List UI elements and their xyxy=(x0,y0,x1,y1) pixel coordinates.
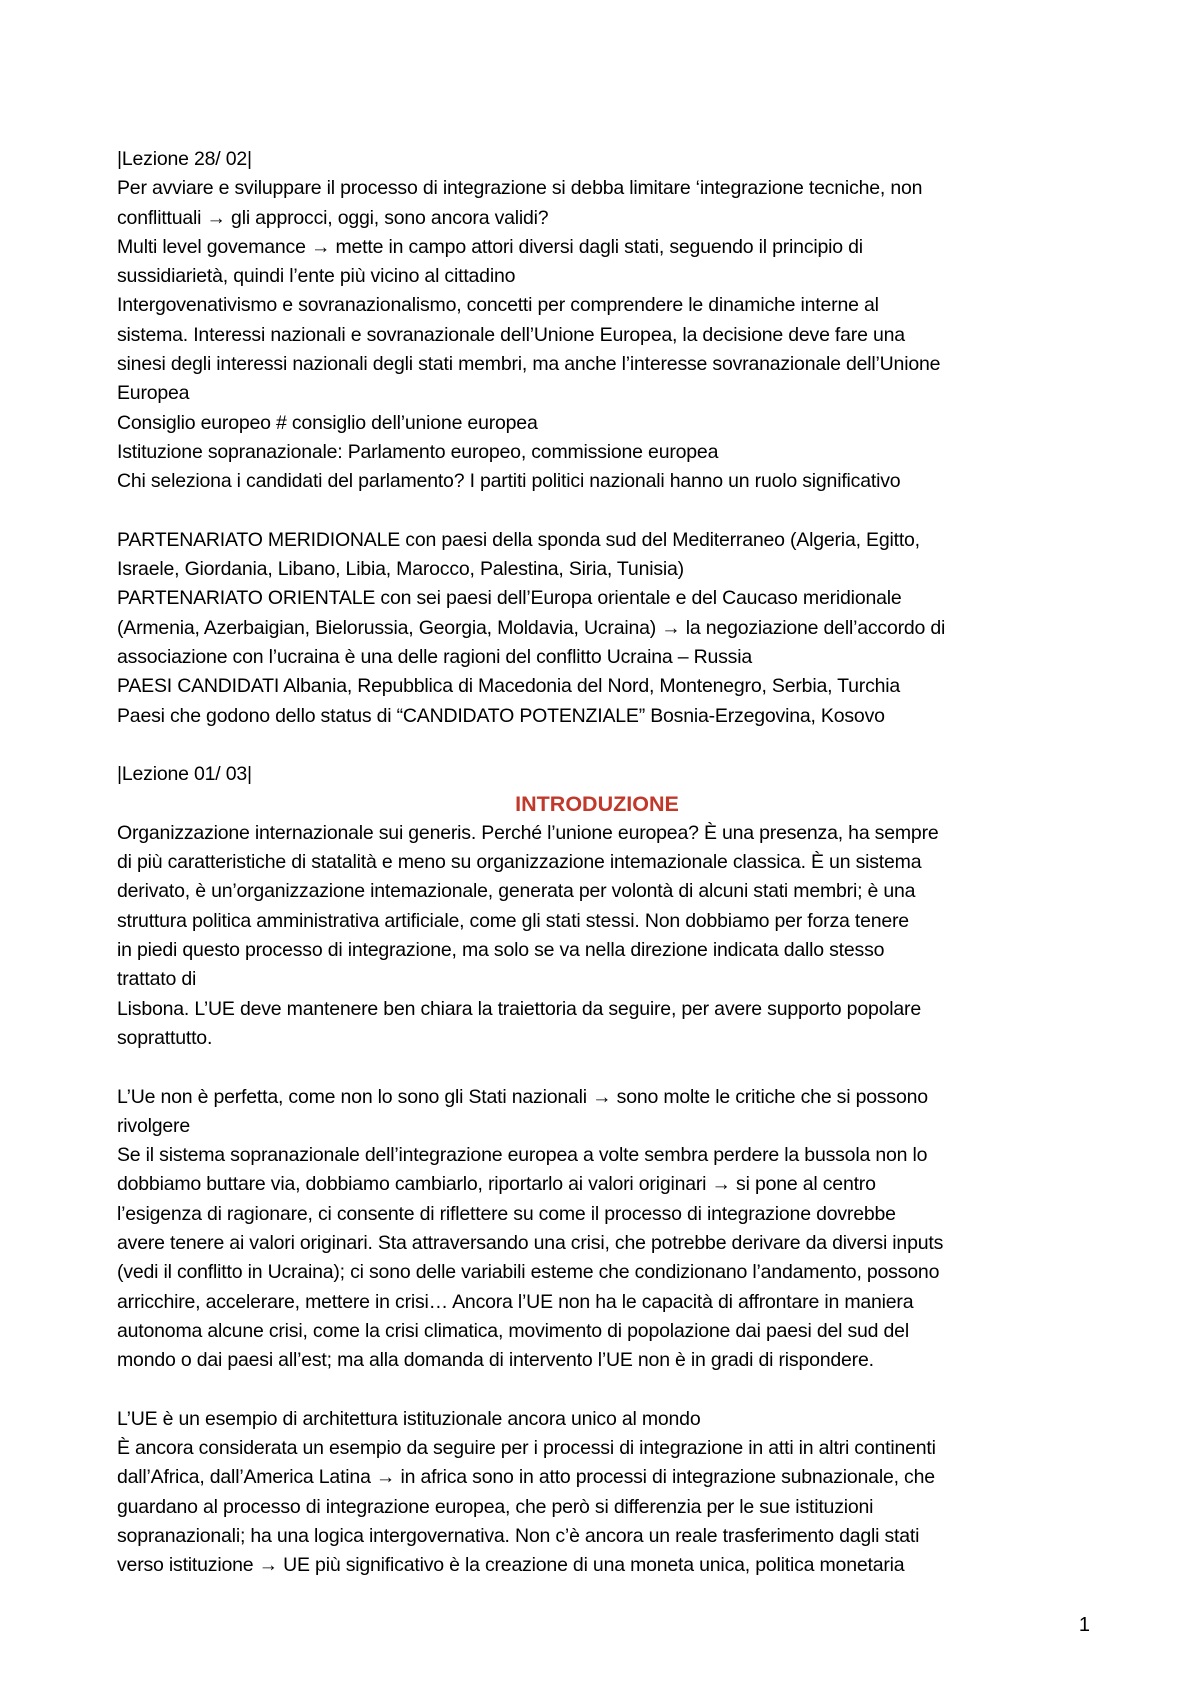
blank-line xyxy=(117,731,1077,760)
text-line: derivato, è un’organizzazione intemazionale, generata per volontà di alcuni stati membri; è una xyxy=(117,880,916,903)
text-line: Istituzione sopranazionale: Parlamento europeo, commissione europea xyxy=(117,440,719,463)
text-line: trattato di xyxy=(117,968,197,991)
text-line: L’Ue non è perfetta, come non lo sono gli Stati nazionali → sono molte le critiche che si possono xyxy=(117,1085,928,1108)
text-line: Europea xyxy=(117,382,190,405)
text-line: Consiglio europeo # consiglio dell’unione europea xyxy=(117,411,538,434)
text-line: (vedi il conflitto in Ucraina); ci sono delle variabili esteme che condizionano l’andamento, possono xyxy=(117,1261,940,1284)
text-line: associazione con l’ucraina è una delle ragioni del conflitto Ucraina – Russia xyxy=(117,646,752,669)
text-line: l’esigenza di ragionare, ci consente di riflettere su come il processo di integrazione dovrebbe xyxy=(117,1202,896,1225)
text-line: autonoma alcune crisi, come la crisi climatica, movimento di popolazione dai paesi del sud del xyxy=(117,1319,909,1342)
document-body xyxy=(117,145,1077,1581)
text-line: Intergovenativismo e sovranazionalismo, concetti per comprendere le dinamiche interne al xyxy=(117,294,879,317)
blank-line xyxy=(117,1053,1077,1082)
text-line: sopranazionali; ha una logica intergovernativa. Non c’è ancora un reale trasferimento dagli stati xyxy=(117,1524,920,1547)
text-line: in piedi questo processo di integrazione, ma solo se va nella direzione indicata dallo stesso xyxy=(117,939,885,962)
blank-line xyxy=(117,497,1077,526)
text-line: soprattutto. xyxy=(117,1026,213,1049)
text-line: verso istituzione → UE più significativo è la creazione di una moneta unica, politica monetaria xyxy=(117,1554,905,1577)
text-line: Lisbona. L’UE deve mantenere ben chiara la traiettoria da seguire, per avere supporto popolare xyxy=(117,997,921,1020)
text-line: Paesi che godono dello status di “CANDIDATO POTENZIALE” Bosnia-Erzegovina, Kosovo xyxy=(117,704,885,727)
text-line: guardano al processo di integrazione europea, che però si differenzia per le sue istituzioni xyxy=(117,1495,874,1518)
text-line: sistema. Interessi nazionali e sovranazionale dell’Unione Europea, la decisione deve fare una xyxy=(117,323,905,346)
text-line: avere tenere ai valori originari. Sta attraversando una crisi, che potrebbe derivare da diversi inputs xyxy=(117,1231,944,1254)
text-line: L’UE è un esempio di architettura istituzionale ancora unico al mondo xyxy=(117,1407,701,1430)
text-line: |Lezione 28/ 02| xyxy=(117,148,252,170)
text-line: |Lezione 01/ 03| xyxy=(117,763,252,786)
text-line: di più caratteristiche di statalità e meno su organizzazione intemazionale classica. È un sistema xyxy=(117,851,922,874)
text-line: conflittuali → gli approcci, oggi, sono ancora validi? xyxy=(117,206,549,229)
text-line: (Armenia, Azerbaigian, Bielorussia, Georgia, Moldavia, Ucraina) → la negoziazione dell’accordo di xyxy=(117,616,946,639)
text-line: È ancora considerata un esempio da seguire per i processi di integrazione in atti in altri continenti xyxy=(117,1437,936,1460)
text-line: arricchire, accelerare, mettere in crisi… Ancora l’UE non ha le capacità di affrontare in maniera xyxy=(117,1290,914,1313)
text-line: Chi seleziona i candidati del parlamento? I partiti politici nazionali hanno un ruolo significativo xyxy=(117,470,901,493)
text-line: dall’Africa, dall’America Latina → in africa sono in atto processi di integrazione subnazionale, che xyxy=(117,1466,935,1489)
page-number: 1 xyxy=(1078,1614,1090,1636)
text-line: struttura politica amministrativa artificiale, come gli stati stessi. Non dobbiamo per forza tenere xyxy=(117,909,909,932)
text-line: sinesi degli interessi nazionali degli stati membri, ma anche l’interesse sovranazionale dell’Unione xyxy=(117,353,941,376)
text-line: Multi level govemance → mette in campo attori diversi dagli stati, seguendo il principio di xyxy=(117,235,863,258)
text-line: sussidiarietà, quindi l’ente più vicino al cittadino xyxy=(117,265,516,288)
text-line: PARTENARIATO ORIENTALE con sei paesi dell’Europa orientale e del Caucaso meridionale xyxy=(117,587,902,610)
text-line: Se il sistema sopranazionale dell’integrazione europea a volte sembra perdere la bussola non lo xyxy=(117,1144,928,1167)
text-line: mondo o dai paesi all’est; ma alla domanda di intervento l’UE non è in gradi di rispondere. xyxy=(117,1349,874,1372)
text-line: dobbiamo buttare via, dobbiamo cambiarlo, riportarlo ai valori originari → si pone al centro xyxy=(117,1173,876,1196)
text-line: Israele, Giordania, Libano, Libia, Marocco, Palestina, Siria, Tunisia) xyxy=(117,558,684,581)
blank-line xyxy=(117,1375,1077,1404)
text-line: PARTENARIATO MERIDIONALE con paesi della sponda sud del Mediterraneo (Algeria, Egitto, xyxy=(117,528,920,551)
text-line: Organizzazione internazionale sui generis. Perché l’unione europea? È una presenza, ha sempre xyxy=(117,821,939,844)
notes-section-1 xyxy=(117,145,1077,790)
text-line: Per avviare e sviluppare il processo di integrazione si debba limitare ‘integrazione tecniche, non xyxy=(117,177,923,200)
section-heading: INTRODUZIONE xyxy=(515,791,679,816)
notes-section-2 xyxy=(117,819,1077,1581)
text-line: PAESI CANDIDATI Albania, Repubblica di Macedonia del Nord, Montenegro, Serbia, Turchia xyxy=(117,675,901,698)
text-line: rivolgere xyxy=(117,1114,190,1137)
